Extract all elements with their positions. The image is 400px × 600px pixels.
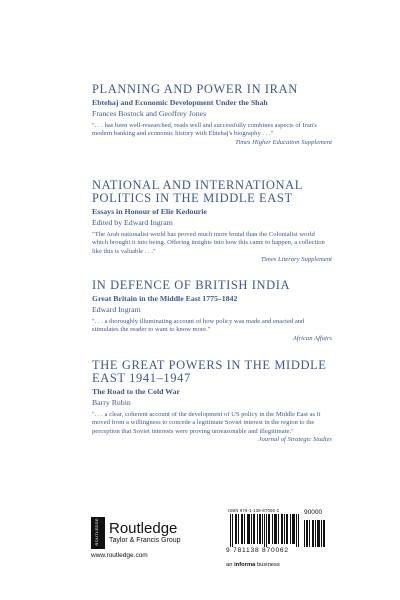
book-subtitle: The Road to the Cold War — [92, 387, 181, 396]
book-subtitle: Great Britain in the Middle East 1775–1842 — [92, 294, 238, 303]
isbn-label: ISBN 978-1-138-87006-2 — [228, 508, 280, 513]
review-quote: ". . . a clear, coherent account of the development of US policy in the Middle East as it moved from a willingness to concede a legitimate Soviet interest in the region to the perception that Soviet interests were proving unreasonable and illegitimate." — [92, 411, 321, 435]
book-title: THE GREAT POWERS IN THE MIDDLE EAST 1941–1947 — [92, 358, 327, 385]
book-entry-3 — [92, 279, 332, 343]
informa-business-line — [226, 562, 280, 568]
barcode — [226, 508, 328, 558]
book-author: Edited by Edward Ingram — [92, 218, 173, 227]
book-subtitle: Ebtehaj and Economic Development Under the Shah — [92, 98, 268, 107]
book-subtitle: Essays in Honour of Elie Kedourie — [92, 207, 207, 216]
barcode-icon — [226, 514, 328, 548]
book-title: PLANNING AND POWER IN IRAN — [92, 82, 298, 96]
book-entry-2 — [92, 179, 332, 265]
review-source: Times Literary Supplement — [260, 256, 332, 264]
review-quote: ". . . a thoroughly illuminating account of how policy was made and enacted and stimulates the reader to want to know more." — [92, 318, 305, 334]
informa-suffix: business — [255, 562, 280, 568]
book-author: Barry Rubin — [92, 398, 131, 407]
review-source: Times Higher Education Supplement — [235, 138, 332, 146]
publisher-website: www.routledge.com — [91, 552, 148, 559]
book-author: Edward Ingram — [92, 305, 141, 314]
review-source: Journal of Strategic Studies — [258, 436, 332, 444]
routledge-logo-mark — [91, 517, 105, 549]
informa-brand: informa — [234, 562, 256, 568]
informa-prefix: an — [226, 562, 235, 568]
review-quote: ". . . has been well-researched, reads well and successfully combines aspects of Iran's modern banking and economic history with Ebtehaj's biography . . ." — [92, 122, 317, 138]
barcode-digits: 9 781138 870062 — [226, 547, 289, 554]
publisher-name: Routledge — [109, 520, 178, 537]
price-code: 90000 — [304, 509, 323, 516]
logo-mark-text: ROUTLEDGE — [94, 518, 99, 546]
review-source: African Affairs — [292, 334, 332, 342]
book-entry-1 — [92, 83, 332, 147]
book-entry-4 — [92, 359, 332, 445]
book-author: Frances Bostock and Geoffrey Jones — [92, 109, 207, 118]
book-title: NATIONAL AND INTERNATIONAL POLITICS IN THE MIDDLE EAST — [92, 178, 303, 205]
book-title: IN DEFENCE OF BRITISH INDIA — [92, 278, 291, 292]
review-quote: "The Arab nationalist world has proved much more brutal than the Colonialist world which brought it into being. Offering insights into how this came to happen, a collection like this is valuable . . ." — [92, 231, 325, 255]
routledge-logo — [91, 517, 181, 549]
publisher-group: Taylor & Francis Group — [109, 537, 181, 544]
